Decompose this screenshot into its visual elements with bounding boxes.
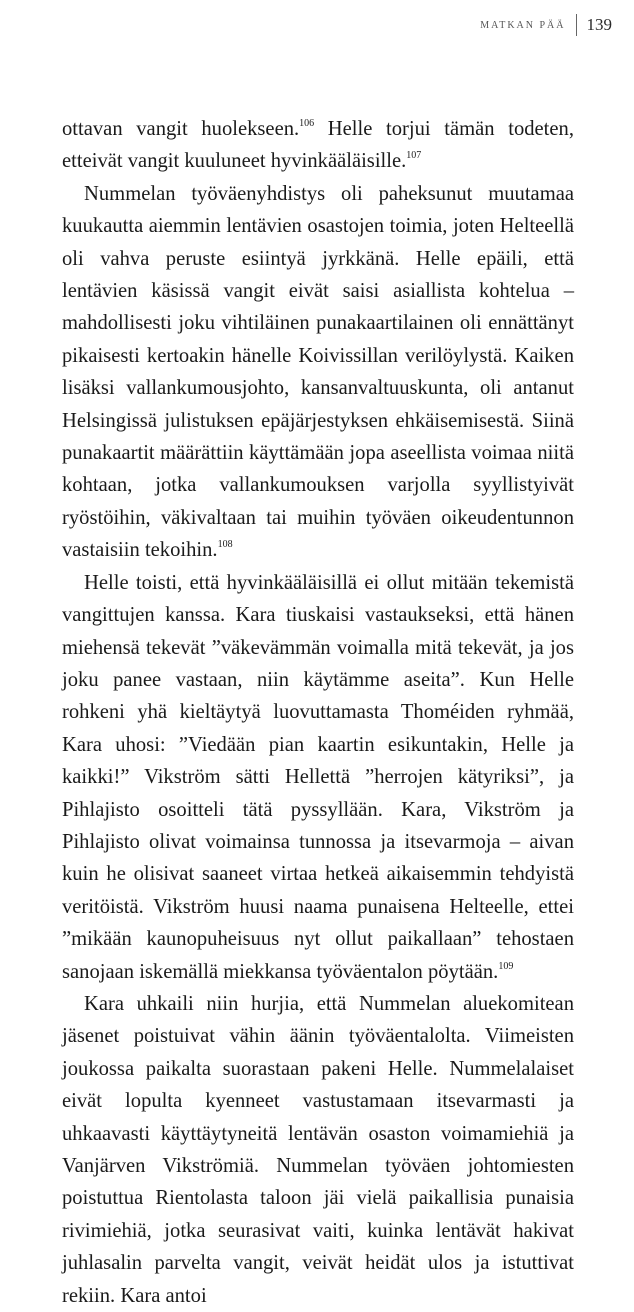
footnote-ref: 109	[498, 960, 514, 972]
text-run: Nummelan työväenyhdistys oli paheksunut muutamaa kuukautta aiemmin lentävien osastojen toimia, joten Helteellä oli vahva peruste esiintyä jyrkkänä. Helle epäili, että lentävien käsissä vangit eivät saisi asiallista kohtelua – mahdollisesti joku vihtiläinen punakaartilainen oli ennättänyt pikaisesti kertoakin hänelle Koivissillan verilöylystä. Kaiken lisäksi vallankumousjohto, kansanvaltuuskunta, oli antanut Helsingissä julistuksen epäjärjestyksen ehkäisemisestä. Siinä punakaartit määrättiin käyttämään jopa aseellista voimaa niitä kohtaan, jotka vallankumouksen varjolla syyllistyivät ryöstöihin, väkivaltaan tai muihin työväen oikeudentunnon vastaisiin tekoihin.	[62, 182, 574, 562]
footnote-ref: 107	[406, 150, 422, 162]
page-number: 139	[586, 15, 612, 34]
paragraph	[62, 178, 574, 567]
text-run: Helle toisti, että hyvinkääläisillä ei ollut mitään tekemistä vangittujen kanssa. Kara tiuskaisi vastaukseksi, että hänen miehensä tekevät ”väkevämmän voimalla mitä tekevät, ja jos joku panee vastaan, niin käytämme aseita”. Kun Helle rohkeni yhä kieltäytyä luovuttamasta Thoméiden ryhmää, Kara uhosi: ”Viedään pian kaartin esikuntakin, Helle ja kaikki!” Vikström sätti Hellettä ”herrojen kätyriksi”, ja Pihlajisto osoitteli tätä pyssyllään. Kara, Vikström ja Pihlajisto olivat voimainsa tunnossa ja itsevarmoja – aivan kuin he olisivat saaneet virtaa hetkeä aikaisemmin tehdyistä veritöistä. Vikström huusi naama punaisena Helteelle, ettei ”mikään kaunopuheisuus nyt ollut paikallaan” tehostaen sanojaan iskemällä miekkansa työväentalon pöytään.	[62, 571, 574, 983]
text-run: Kara uhkaili niin hurjia, että Nummelan aluekomitean jäsenet poistuivat vähin äänin työväentalolta. Viimeisten joukossa paikalta suorastaan pakeni Helle. Nummelalaiset eivät lopulta kyenneet vastustamaan itsevarmasti ja uhkaavasti käyttäytyneitä lentävän osaston voimamiehiä ja Vanjärven Vikströmiä. Nummelan työväen johtomiesten poistuttua Rientolasta taloon jäi vielä paikallisia punaisia rivimiehiä, jotka seurasivat vaiti, kuinka lentävät hakivat juhlasalin parvelta vangit, veivät heidät ulos ja istuttivat rekiin. Kara antoi	[62, 992, 574, 1307]
paragraph	[62, 567, 574, 988]
footnote-ref: 106	[299, 118, 315, 129]
body-text	[62, 113, 574, 1312]
text-run: ottavan vangit huolekseen.	[62, 118, 300, 140]
paragraph	[62, 113, 574, 178]
paragraph	[62, 988, 574, 1312]
running-title: MATKAN PÄÄ	[480, 19, 566, 31]
header-divider	[576, 14, 577, 36]
running-head	[480, 14, 612, 36]
text-run: Helle torjui tämän todeten, etteivät vangit kuuluneet hyvinkääläisille.	[62, 118, 574, 173]
footnote-ref: 108	[217, 539, 233, 551]
